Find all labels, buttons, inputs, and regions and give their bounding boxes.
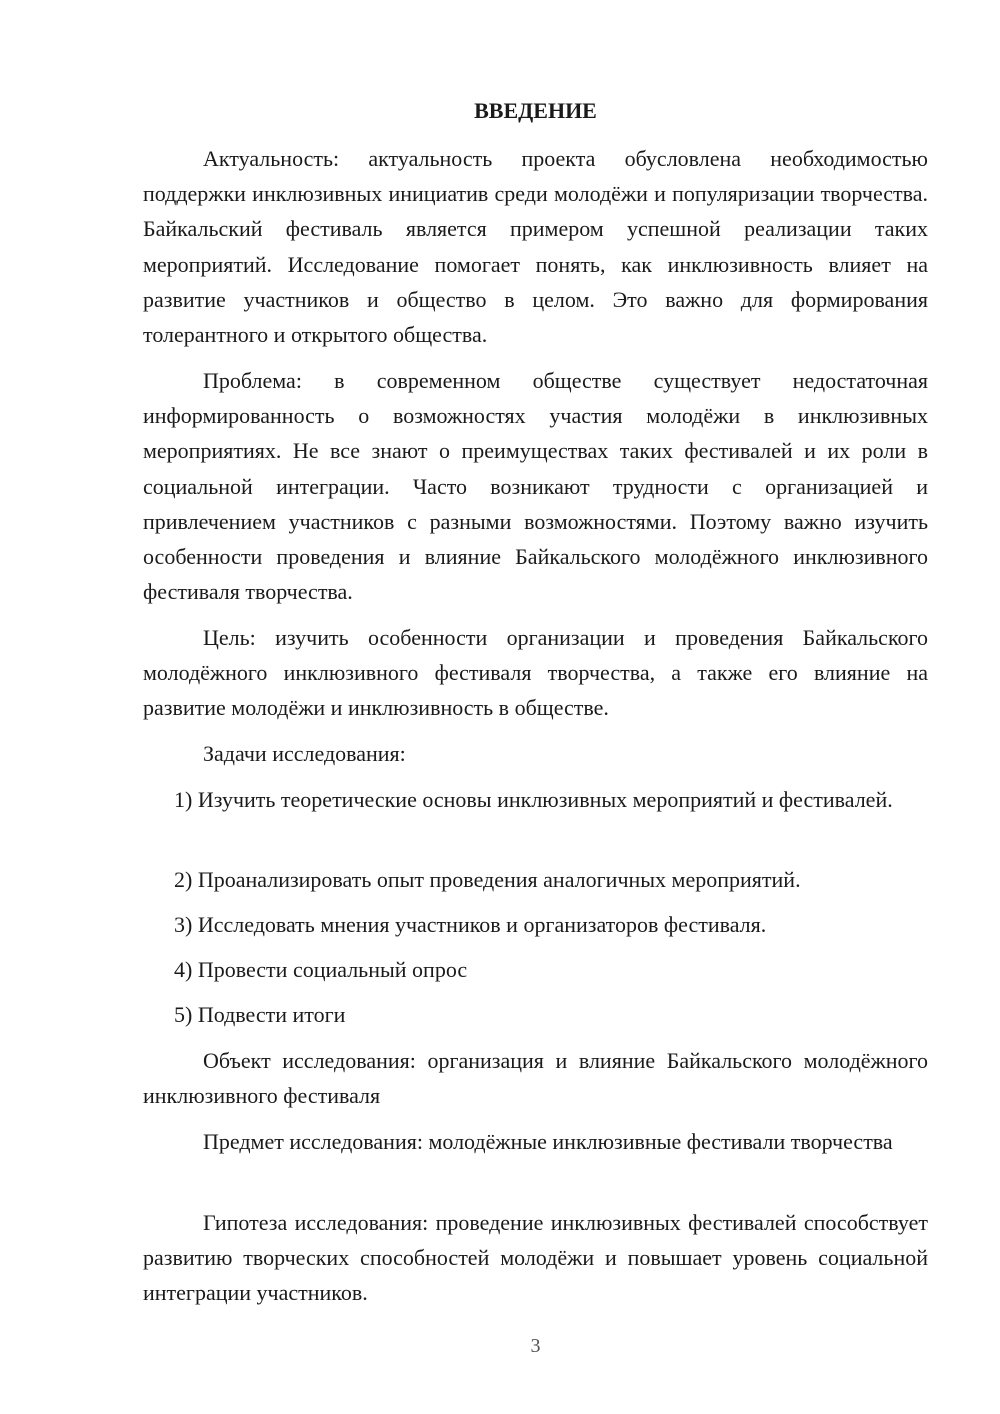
task-item-3: 3) Исследовать мнения участников и организаторов фестиваля. xyxy=(174,912,767,937)
tasks-heading: Задачи исследования: xyxy=(203,741,406,766)
relevance-paragraph: Актуальность: актуальность проекта обусловлена необходимостью поддержки инклюзивных инициатив среди молодёжи и популяризации творчества. Байкальский фестиваль является примером успешной реализации таких мероприятий. Исследование помогает понять, как инклюзивность влияет на развитие участников и общество в целом. Это важно для формирования толерантного и открытого общества. xyxy=(143,146,928,348)
object-paragraph: Объект исследования: организация и влияние Байкальского молодёжного инклюзивного фестиваля xyxy=(143,1048,928,1109)
goal-paragraph: Цель: изучить особенности организации и проведения Байкальского молодёжного инклюзивного фестиваля творчества, а также его влияние на развитие молодёжи и инклюзивность в обществе. xyxy=(143,625,928,721)
page-title: ВВЕДЕНИЕ xyxy=(474,98,597,123)
hypothesis-paragraph: Гипотеза исследования: проведение инклюзивных фестивалей способствует развитию творческих способностей молодёжи и повышает уровень социальной интеграции участников. xyxy=(143,1210,928,1306)
page-number: 3 xyxy=(530,1335,541,1357)
document-page xyxy=(143,0,928,1414)
task-item-2: 2) Проанализировать опыт проведения аналогичных мероприятий. xyxy=(174,867,801,892)
problem-paragraph: Проблема: в современном обществе существует недостаточная информированность о возможностях участия молодёжи в инклюзивных мероприятиях. Не все знают о преимуществах таких фестивалей и их роли в социальной интеграции. Часто возникают трудности с организацией и привлечением участников с разными возможностями. Поэтому важно изучить особенности проведения и влияние Байкальского молодёжного инклюзивного фестиваля творчества. xyxy=(143,368,928,605)
task-item-1: 1) Изучить теоретические основы инклюзивных мероприятий и фестивалей. xyxy=(174,787,893,812)
task-item-4: 4) Провести социальный опрос xyxy=(174,957,468,982)
subject-paragraph: Предмет исследования: молодёжные инклюзивные фестивали творчества xyxy=(203,1129,893,1154)
task-item-5: 5) Подвести итоги xyxy=(174,1002,346,1027)
